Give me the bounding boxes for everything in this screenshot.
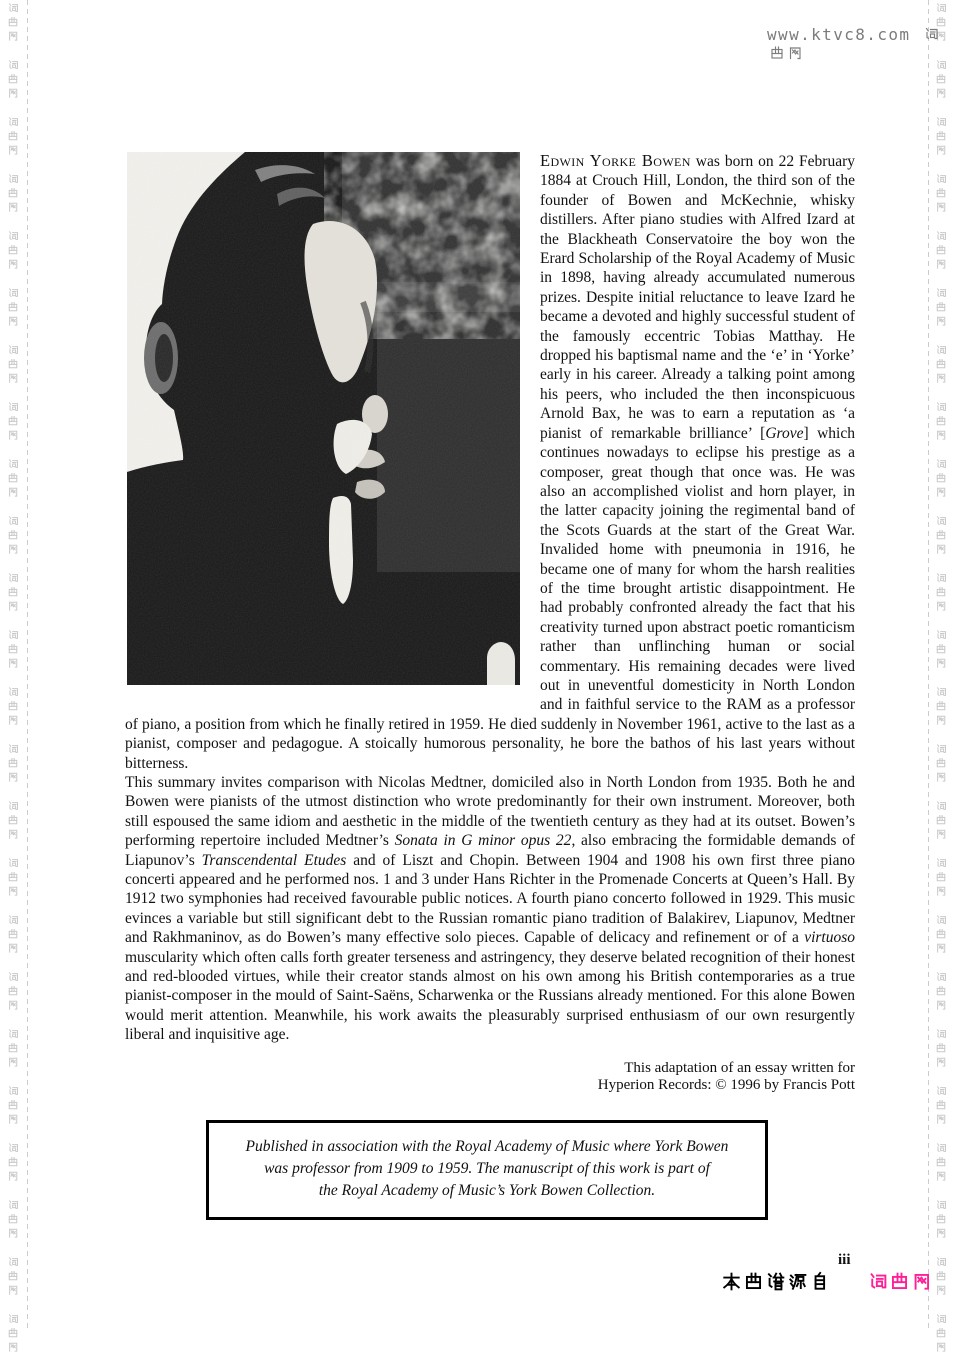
cjk-char-glyph — [721, 1271, 742, 1292]
cjk-char-glyph — [935, 1213, 947, 1225]
edge-watermark-group — [935, 515, 949, 557]
cjk-char-glyph — [7, 87, 19, 99]
cjk-char-glyph — [7, 643, 19, 655]
cjk-char-glyph — [7, 600, 19, 612]
cjk-char-glyph — [769, 45, 785, 61]
paragraph2-text-b: , also embracing the formidable demands of Liapunov’s — [125, 832, 855, 869]
cjk-char-glyph — [7, 59, 19, 71]
cjk-char-glyph — [935, 1256, 947, 1268]
credit-line-2: Hyperion Records: © 1996 by Francis Pott — [597, 1077, 855, 1094]
cjk-char-glyph — [935, 928, 947, 940]
cjk-char-glyph — [935, 515, 947, 527]
cjk-char-glyph — [935, 230, 947, 242]
cjk-char-glyph — [7, 700, 19, 712]
cjk-char-glyph — [7, 486, 19, 498]
cjk-char-glyph — [935, 1199, 947, 1211]
cjk-char-glyph — [7, 543, 19, 555]
source-label-cjk — [721, 1271, 831, 1294]
cjk-char-glyph — [7, 743, 19, 755]
cjk-char-glyph — [935, 415, 947, 427]
edge-watermark-group — [935, 686, 949, 728]
cjk-char-glyph — [935, 629, 947, 641]
cjk-char-glyph — [7, 1284, 19, 1296]
cjk-char-glyph — [935, 942, 947, 954]
edge-watermark-group — [7, 971, 21, 1013]
virtuoso-italic: virtuoso — [804, 929, 855, 947]
edge-watermark-group — [7, 287, 21, 329]
edge-watermark-group — [935, 287, 949, 329]
edge-watermark-group — [7, 458, 21, 500]
cjk-char-glyph — [935, 999, 947, 1011]
cjk-char-glyph — [935, 985, 947, 997]
edge-watermark-group — [7, 515, 21, 557]
edge-watermark-group — [7, 1142, 21, 1184]
page-content — [125, 151, 855, 1220]
paragraph1-text-b: ] which continues nowadays to eclipse his prestige as a composer, great though that once was. He was also an accomplished violist and horn player, in the latter capacity joining the regimental band of the Scots Guards at the start of the Great War. Invalided home with pneumonia in 1916, he became one of many for whom the harsh realities of the time brought artistic disappointment. He had probably confronted already the fact that his creativity turned upon abstract poetic romanticism rather than unflinching human or social commentary. His remaining decades were lived out in uneventful domesticity in North London and in faithful service to the RAM as a professor of piano, a position from which he finally retired in 1959. He died suddenly in November 1961, active to the last as a pianist, composer and pedagogue. A stoically humorous personality, he bore the bathos of his last years without bitterness. — [125, 424, 855, 772]
cjk-char-glyph — [7, 1042, 19, 1054]
edge-watermark-group — [7, 743, 21, 785]
cjk-char-glyph — [935, 1113, 947, 1125]
edge-watermark-group — [935, 1199, 949, 1241]
cjk-char-glyph — [935, 315, 947, 327]
cjk-char-glyph — [7, 30, 19, 42]
site-url-text: www.ktvc8.com — [767, 25, 911, 44]
edge-watermark-group — [935, 857, 949, 899]
cjk-char-glyph — [935, 1341, 947, 1353]
edge-watermark-group — [7, 686, 21, 728]
cjk-char-glyph — [935, 771, 947, 783]
cjk-char-glyph — [7, 187, 19, 199]
cjk-char-glyph — [935, 814, 947, 826]
cjk-char-glyph — [7, 572, 19, 584]
cjk-char-glyph — [935, 358, 947, 370]
cjk-char-glyph — [7, 999, 19, 1011]
edge-watermark-group — [7, 1313, 21, 1355]
right-edge-watermark-column — [935, 2, 949, 1370]
cjk-char-glyph — [935, 486, 947, 498]
cjk-char-glyph — [7, 629, 19, 641]
cjk-char-glyph — [7, 1213, 19, 1225]
cjk-char-glyph — [7, 287, 19, 299]
edge-watermark-group — [7, 401, 21, 443]
edge-watermark-group — [935, 458, 949, 500]
edge-watermark-group — [935, 401, 949, 443]
cjk-char-glyph — [935, 1056, 947, 1068]
cjk-char-glyph — [7, 258, 19, 270]
brand-label-cjk — [867, 1271, 933, 1294]
cjk-char-glyph — [7, 1341, 19, 1353]
edge-watermark-group — [7, 2, 21, 44]
cjk-char-glyph — [935, 800, 947, 812]
cjk-char-glyph — [935, 1028, 947, 1040]
cjk-char-glyph — [935, 885, 947, 897]
cjk-char-glyph — [935, 344, 947, 356]
cjk-char-glyph — [7, 928, 19, 940]
edge-watermark-group — [935, 1085, 949, 1127]
cjk-char-glyph — [7, 942, 19, 954]
cjk-char-glyph — [743, 1271, 764, 1292]
cjk-char-glyph — [7, 714, 19, 726]
cjk-char-glyph — [7, 1142, 19, 1154]
cjk-char-glyph — [7, 686, 19, 698]
right-dashed-rule — [928, 0, 929, 1330]
cjk-char-glyph — [7, 971, 19, 983]
cjk-char-glyph — [7, 301, 19, 313]
cjk-char-glyph — [935, 971, 947, 983]
cjk-char-glyph — [765, 1271, 786, 1292]
credit-line-1: This adaptation of an essay written for — [624, 1059, 855, 1076]
cjk-char-glyph — [911, 1271, 932, 1292]
cjk-char-glyph — [935, 1313, 947, 1325]
cjk-char-glyph — [7, 344, 19, 356]
cjk-char-glyph — [7, 315, 19, 327]
cjk-char-glyph — [935, 757, 947, 769]
cjk-char-glyph — [7, 73, 19, 85]
edge-watermark-group — [935, 344, 949, 386]
cjk-char-glyph — [935, 871, 947, 883]
cjk-char-glyph — [7, 1099, 19, 1111]
publication-note-box — [206, 1120, 768, 1220]
cjk-char-glyph — [935, 472, 947, 484]
edge-watermark-group — [935, 914, 949, 956]
cjk-char-glyph — [935, 73, 947, 85]
edge-watermark-group — [7, 230, 21, 272]
edge-watermark-group — [7, 59, 21, 101]
cjk-char-glyph — [7, 173, 19, 185]
cjk-char-glyph — [7, 1113, 19, 1125]
subject-name: Edwin Yorke Bowen — [540, 151, 691, 170]
cjk-char-glyph — [7, 2, 19, 14]
cjk-char-glyph — [7, 372, 19, 384]
cjk-char-glyph — [935, 529, 947, 541]
cjk-char-glyph — [7, 429, 19, 441]
cjk-char-glyph — [935, 1327, 947, 1339]
cjk-char-glyph — [935, 116, 947, 128]
cjk-char-glyph — [935, 244, 947, 256]
cjk-char-glyph — [935, 287, 947, 299]
cjk-char-glyph — [935, 643, 947, 655]
edge-watermark-group — [935, 629, 949, 671]
cjk-char-glyph — [935, 586, 947, 598]
edge-watermark-group — [7, 1085, 21, 1127]
edge-watermark-group — [7, 116, 21, 158]
cjk-char-glyph — [7, 415, 19, 427]
edge-watermark-group — [7, 1256, 21, 1298]
cjk-char-glyph — [7, 472, 19, 484]
cjk-char-glyph — [7, 800, 19, 812]
cjk-char-glyph — [935, 458, 947, 470]
cjk-char-glyph — [935, 743, 947, 755]
cjk-char-glyph — [7, 757, 19, 769]
cjk-char-glyph — [935, 657, 947, 669]
cjk-char-glyph — [7, 529, 19, 541]
edge-watermark-group — [7, 800, 21, 842]
cjk-char-glyph — [7, 1270, 19, 1282]
sonata-title-italic: Sonata in G minor opus 22 — [394, 832, 572, 850]
cjk-char-glyph — [7, 244, 19, 256]
edge-watermark-group — [935, 971, 949, 1013]
paragraph2-text-a: This summary invites comparison with Nicolas Medtner, domiciled also in North London from 1935. Both he and Bowen were pianists of the utmost distinction who wrote predominantly for their own instrument. Moreover, both still espoused the same idiom and aesthetic in the middle of the twentieth century as they had at its outset. Bowen’s performing repertoire included Medtner’s — [125, 774, 855, 850]
edge-watermark-group — [935, 116, 949, 158]
cjk-char-glyph — [7, 1313, 19, 1325]
paragraph2-text-d: muscularity which often calls forth greater terseness and astringency, they deserve belated recognition of their honest and red-blooded virtues, while their creator stands almost on his own among his British contemporaries as a true pianist-composer in the mould of Saint-Saëns, Scharwenka or the Russians already mentioned. For this alone Bowen would merit attention. Meanwhile, his work awaits the pleasurably surprised enthusiasm of our own resurgently liberal and inquisitive age. — [125, 948, 855, 1044]
cjk-char-glyph — [935, 686, 947, 698]
cjk-char-glyph — [935, 187, 947, 199]
cjk-char-glyph — [935, 144, 947, 156]
cjk-char-glyph — [935, 401, 947, 413]
cjk-char-glyph — [935, 1284, 947, 1296]
edge-watermark-group — [935, 1313, 949, 1355]
edge-watermark-group — [935, 59, 949, 101]
cjk-char-glyph — [787, 1271, 808, 1292]
cjk-char-glyph — [7, 657, 19, 669]
cjk-char-glyph — [7, 814, 19, 826]
edge-watermark-group — [935, 743, 949, 785]
cjk-char-glyph — [935, 1156, 947, 1168]
paragraph1-text-a: was born on 22 February 1884 at Crouch Hill, London, the third son of the founder of Bowen and McKechnie, whisky distillers. After piano studies with Alfred Izard at the Blackheath Conservatoire the boy won the Erard Scholarship of the Royal Academy of Music in 1898, having already accumulated numerous prizes. Despite initial reluctance to leave Izard he became a devoted and highly successful student of the famously eccentric Tobias Matthay. He dropped his baptismal name and the ‘e’ in ‘Yorke’ early in his career. Already a talking point among his peers, who included the then inconspicuous Arnold Bax, he was to earn a reputation as ‘a pianist of remarkable brilliance’ [ — [540, 153, 855, 442]
cjk-char-glyph — [935, 1227, 947, 1239]
edge-watermark-group — [7, 1028, 21, 1070]
publication-note-line-3: the Royal Academy of Music’s York Bowen Collection. — [318, 1181, 656, 1199]
cjk-char-glyph — [935, 572, 947, 584]
cjk-char-glyph — [7, 458, 19, 470]
cjk-char-glyph — [809, 1271, 830, 1292]
cjk-char-glyph — [935, 914, 947, 926]
edge-watermark-group — [935, 230, 949, 272]
edge-watermark-group — [7, 914, 21, 956]
cjk-char-glyph — [7, 1327, 19, 1339]
cjk-char-glyph — [7, 771, 19, 783]
cjk-char-glyph — [935, 87, 947, 99]
edge-watermark-group — [7, 629, 21, 671]
cjk-char-glyph — [7, 828, 19, 840]
cjk-char-glyph — [7, 1256, 19, 1268]
publication-note-line-1: Published in association with the Royal Academy of Music where York Bowen — [245, 1137, 729, 1155]
edge-watermark-group — [7, 173, 21, 215]
cjk-char-glyph — [935, 700, 947, 712]
cjk-char-glyph — [935, 600, 947, 612]
cjk-char-glyph — [7, 130, 19, 142]
cjk-char-glyph — [787, 45, 803, 61]
edge-watermark-group — [935, 173, 949, 215]
cjk-char-glyph — [935, 173, 947, 185]
biography-paragraph-1 — [125, 151, 855, 773]
cjk-char-glyph — [7, 16, 19, 28]
cjk-char-glyph — [935, 714, 947, 726]
publication-note-line-2: was professor from 1909 to 1959. The manuscript of this work is part of — [264, 1159, 710, 1177]
cjk-char-glyph — [7, 116, 19, 128]
edge-watermark-group — [935, 1028, 949, 1070]
cjk-char-glyph — [7, 1056, 19, 1068]
essay-credit — [125, 1060, 855, 1095]
etudes-title-italic: Transcendental Etudes — [201, 851, 347, 869]
cjk-char-glyph — [935, 1142, 947, 1154]
biography-paragraph-2 — [125, 773, 855, 1045]
portrait-photo-illustration — [127, 152, 520, 685]
cjk-char-glyph — [935, 258, 947, 270]
cjk-char-glyph — [7, 1028, 19, 1040]
cjk-char-glyph — [935, 372, 947, 384]
cjk-char-glyph — [7, 144, 19, 156]
edge-watermark-group — [7, 1199, 21, 1241]
cjk-char-glyph — [935, 1085, 947, 1097]
cjk-char-glyph — [935, 543, 947, 555]
cjk-char-glyph — [935, 429, 947, 441]
cjk-char-glyph — [7, 1199, 19, 1211]
cjk-char-glyph — [935, 201, 947, 213]
page-number: iii — [838, 1252, 851, 1268]
edge-watermark-group — [7, 857, 21, 899]
cjk-char-glyph — [7, 358, 19, 370]
cjk-char-glyph — [7, 230, 19, 242]
edge-watermark-group — [935, 1256, 949, 1298]
cjk-char-glyph — [935, 301, 947, 313]
edge-watermark-group — [935, 1142, 949, 1184]
cjk-char-glyph — [7, 1227, 19, 1239]
cjk-char-glyph — [7, 914, 19, 926]
cjk-char-glyph — [7, 515, 19, 527]
cjk-char-glyph — [935, 1042, 947, 1054]
cjk-char-glyph — [7, 885, 19, 897]
cjk-char-glyph — [935, 1270, 947, 1282]
cjk-char-glyph — [7, 985, 19, 997]
cjk-char-glyph — [935, 2, 947, 14]
edge-watermark-group — [7, 344, 21, 386]
cjk-char-glyph — [935, 1099, 947, 1111]
cjk-char-glyph — [889, 1271, 910, 1292]
cjk-char-glyph — [935, 828, 947, 840]
cjk-char-glyph — [935, 857, 947, 869]
left-edge-watermark-column — [7, 2, 21, 1370]
portrait-photo — [127, 152, 520, 685]
paragraph2-text-c: and of Liszt and Chopin. Between 1904 and 1908 his own first three piano concerti appeared and he performed nos. 1 and 3 under Hans Richter in the Promenade Concerts at Queen’s Hall. By 1912 two symphonies had received favourable public notices. A fourth piano concerto followed in 1929. This music evinces a variable but still significant debt to the Russian romantic piano tradition of Balakirev, Liapunov, Medtner and Rakhmaninov, as do Bowen’s many effective solo pieces. Capable of delicacy and refinement or of a — [125, 851, 855, 947]
cjk-char-glyph — [7, 201, 19, 213]
cjk-char-glyph — [7, 401, 19, 413]
left-dashed-rule — [27, 0, 28, 1330]
grove-reference-italic: Grove — [765, 424, 804, 442]
cjk-char-glyph — [7, 857, 19, 869]
cjk-char-glyph — [7, 586, 19, 598]
cjk-char-glyph — [935, 1170, 947, 1182]
cjk-char-glyph — [7, 1170, 19, 1182]
cjk-char-glyph — [7, 1085, 19, 1097]
edge-watermark-group — [935, 572, 949, 614]
cjk-char-glyph — [7, 1156, 19, 1168]
cjk-char-glyph — [867, 1271, 888, 1292]
cjk-char-glyph — [7, 871, 19, 883]
edge-watermark-group — [935, 800, 949, 842]
cjk-char-glyph — [935, 130, 947, 142]
site-watermark — [767, 25, 955, 63]
cjk-char-glyph — [923, 26, 939, 42]
edge-watermark-group — [7, 572, 21, 614]
